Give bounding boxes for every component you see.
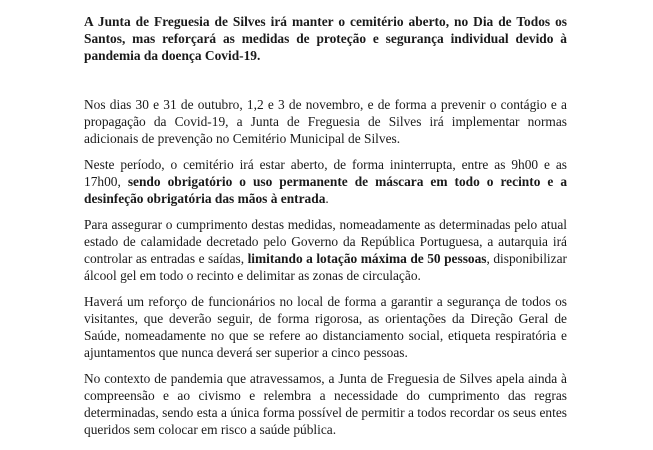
paragraph-appeal: No contexto de pandemia que atravessamos, a Junta de Freguesia de Silves apela ainda à compreensão e ao civismo e relembra a necessidade do cumprimento das regras determinadas, sendo esta a única forma possível de permitir a todos recordar os seus entes queridos sem colocar em risco a saúde pública.	[84, 371, 567, 437]
paragraph-schedule-bold: sendo obrigatório o uso permanente de máscara em todo o recinto e a desinfeção obrigatória das mãos à entrada	[84, 174, 568, 206]
paragraph-staff: Haverá um reforço de funcionários no local de forma a garantir a segurança de todos os visitantes, que deverão seguir, de forma rigorosa, as orientações da Direção Geral de Saúde, nomeadamente no que se refere ao distanciamento social, etiqueta respiratória e ajuntamentos que nunca deverá ser superior a cinco pessoas.	[84, 294, 567, 360]
paragraph-dates: Nos dias 30 e 31 de outubro, 1,2 e 3 de novembro, e de forma a prevenir o contágio e a propagação da Covid-19, a Junta de Freguesia de Silves irá implementar normas adicionais de prevenção no Cemitério Municipal de Silves.	[84, 97, 567, 146]
paragraph-measures-bold: limitando a lotação máxima de 50 pessoas	[247, 251, 487, 266]
lead-paragraph: A Junta de Freguesia de Silves irá manter o cemitério aberto, no Dia de Todos os Santos, mas reforçará as medidas de proteção e segurança individual devido à pandemia da doença Covid-19.	[84, 14, 567, 63]
paragraph-measures	[84, 216, 567, 284]
paragraph-schedule-text-1: Neste período, o cemitério irá estar aberto, de forma ininterrupta, entre as 9h00 e as 17h00,	[84, 157, 567, 189]
paragraph-measures-text-2: , disponibilizar álcool gel em todo o recinto e delimitar as zonas de circulação.	[84, 251, 567, 283]
paragraph-measures-text-1: Para assegurar o cumprimento destas medidas, nomeadamente as determinadas pelo atual estado de calamidade decretado pelo Governo da República Portuguesa, a autarquia irá controlar as entradas e saídas,	[84, 217, 567, 266]
paragraph-schedule-text-2: .	[325, 191, 329, 206]
paragraph-schedule	[84, 156, 567, 207]
